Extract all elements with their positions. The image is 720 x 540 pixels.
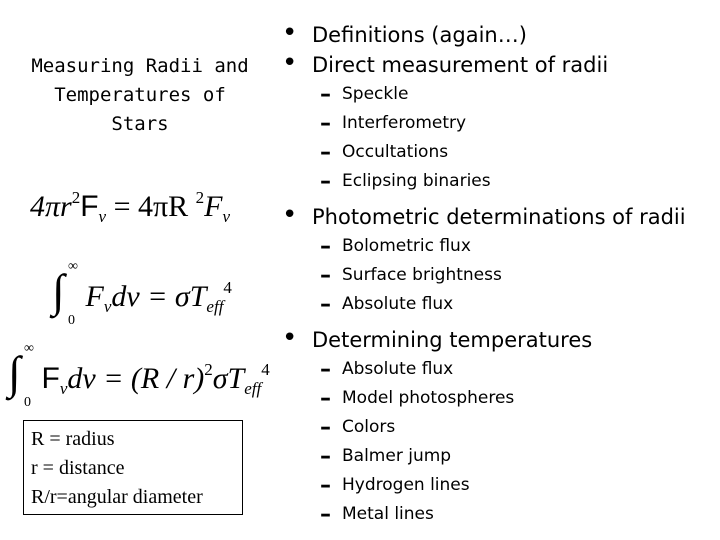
dash-icon: – xyxy=(320,386,331,411)
outline-subitem: – Colors xyxy=(320,415,396,440)
outline-subitem: – Bolometric flux xyxy=(320,234,471,259)
outline-item: • Definitions (again…) xyxy=(282,18,527,48)
legend-line: R/r=angular diameter xyxy=(31,486,203,508)
bullet-icon: • xyxy=(282,48,298,78)
outline-subitem: – Surface brightness xyxy=(320,263,502,288)
dash-icon: – xyxy=(320,111,331,136)
bullet-icon: • xyxy=(282,200,298,230)
dash-icon: – xyxy=(320,502,331,527)
equation-bolometric-flux: ∫ ∞ 0 $F_\nu d\nu = \sigma T_{eff}^4$ xyxy=(52,259,232,328)
outline-subitem: – Speckle xyxy=(320,82,409,107)
outline-subitem: – Metal lines xyxy=(320,502,434,527)
dash-icon: – xyxy=(320,473,331,498)
equation-flux-relation: $4\pi r^2F_\nu = 4\pi R$ $^2F_\nu$ xyxy=(30,188,231,226)
integral-sign: ∫ ∞ 0 xyxy=(52,259,78,328)
dash-icon: – xyxy=(320,140,331,165)
bullet-outline xyxy=(282,20,718,529)
dash-icon: – xyxy=(320,234,331,259)
dash-icon: – xyxy=(320,415,331,440)
outline-subitem: – Absolute flux xyxy=(320,292,454,317)
outline-subitem: – Hydrogen lines xyxy=(320,473,470,498)
dash-icon: – xyxy=(320,82,331,107)
outline-item: • Photometric determinations of radii xyxy=(282,200,686,230)
outline-subitem: – Absolute flux xyxy=(320,357,454,382)
dash-icon: – xyxy=(320,444,331,469)
dash-icon: – xyxy=(320,263,331,288)
legend-line: R = radius xyxy=(31,428,115,450)
equation-observed-flux: ∫ ∞ 0 $F_\nu d\nu = (R / r)^2\sigma T_{eff}^4$ xyxy=(8,341,270,410)
outline-item: • Determining temperatures xyxy=(282,323,593,353)
outline-subitem: – Balmer jump xyxy=(320,444,452,469)
outline-item: • Direct measurement of radii xyxy=(282,48,609,78)
bullet-icon: • xyxy=(282,323,298,353)
dash-icon: – xyxy=(320,292,331,317)
dash-icon: – xyxy=(320,169,331,194)
integral-sign: ∫ ∞ 0 xyxy=(8,341,34,410)
dash-icon: – xyxy=(320,357,331,382)
variable-legend xyxy=(23,420,243,515)
outline-subitem: – Eclipsing binaries xyxy=(320,169,491,194)
legend-line: r = distance xyxy=(31,457,125,479)
outline-subitem: – Interferometry xyxy=(320,111,467,136)
outline-subitem: – Occultations xyxy=(320,140,449,165)
outline-subitem: – Model photospheres xyxy=(320,386,515,411)
bullet-icon: • xyxy=(282,18,298,48)
slide-title: Measuring Radii and Temperatures of Stars xyxy=(31,55,249,135)
